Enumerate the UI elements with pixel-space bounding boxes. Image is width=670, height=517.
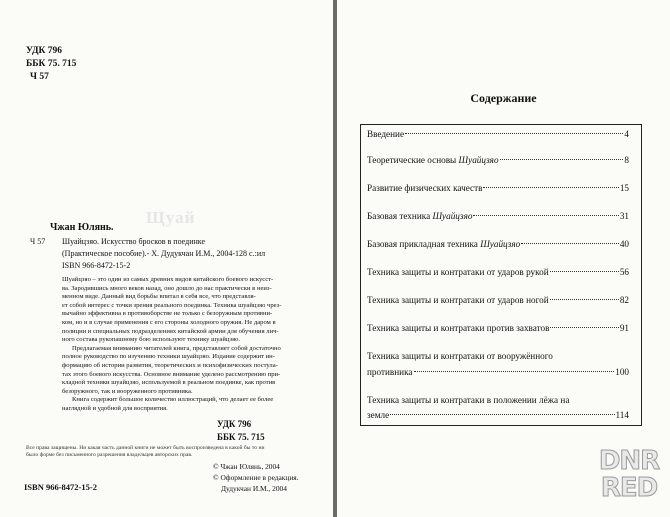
toc-page-number: 56 <box>619 267 629 277</box>
abstract-line: полное руководство по изучению техники шуайцзяо. Издание содержит ин- <box>62 353 275 361</box>
toc-entry <box>367 237 629 251</box>
toc-page-number: 4 <box>624 129 629 139</box>
copyright-design: © Оформление в редакция. <box>213 473 299 482</box>
toc-entry <box>367 321 629 335</box>
abstract-line: тах этого боевого искусства. Основное внимание уделено рассмотрению при- <box>62 370 281 378</box>
toc-entry-label-cont: земле <box>367 410 390 420</box>
bbk-code: ББК 75. 715 <box>26 59 77 69</box>
author-code: Ч 57 <box>30 72 49 82</box>
toc-leader <box>521 243 619 244</box>
left-page <box>0 0 333 517</box>
toc-entry <box>367 265 629 279</box>
toc-entry-label: Введение <box>367 129 405 139</box>
toc-page-number: 31 <box>619 211 629 221</box>
toc-entry-label: Техника защиты и контратаки от вооружённого <box>367 351 553 361</box>
toc-page-number: 100 <box>615 367 629 377</box>
toc-entry-label: Техника защиты и контратаки от ударов ногой <box>367 295 549 305</box>
toc-entry <box>367 153 629 167</box>
toc-entry-label: Развитие физических качеств <box>367 183 483 193</box>
toc-page-number: 91 <box>619 323 629 333</box>
toc-leader <box>414 371 615 372</box>
toc-leader <box>550 299 619 300</box>
toc-entry-label: Техника защиты и контратаки от ударов рукой <box>367 267 549 277</box>
abstract-line: наглядной и удобной для восприятия. <box>62 404 168 412</box>
rights-line: Все права защищены. Ни какая часть данной книги не может быть воспроизведена в какой бы то ни <box>26 445 265 451</box>
bib-title: Шуайцзяо. Искусство бросков в поединке <box>62 237 205 246</box>
copyright-author: © Чжан Юлянь, 2004 <box>213 462 280 471</box>
toc-leader <box>550 271 619 272</box>
abstract-line: ет собой интерес с точки зрения реального поединка. Техника шуайцзяо чрез- <box>62 301 282 309</box>
toc-entry <box>367 365 629 379</box>
toc-leader <box>550 327 618 328</box>
toc-title: Содержание <box>470 91 537 105</box>
toc-page-number: 114 <box>615 410 629 420</box>
abstract-line: безоружного, так и вооруженного противника. <box>62 387 193 395</box>
toc-leader <box>500 159 624 160</box>
toc-entry <box>367 181 629 195</box>
bib-publisher: (Практическое пособие).- Х. Дудукчан И.М., 2004-128 с.:ил <box>62 249 266 258</box>
toc-entry-label: Техника защиты и контратаки против захватов <box>367 323 550 333</box>
abstract-line: менном виде. Данный вид борьбы впитал в себя все, что представля- <box>62 293 256 301</box>
toc-entry <box>367 127 629 141</box>
toc-entry <box>367 293 629 307</box>
abstract-line: кладной техники шуайцзяо, используемой в реальном поединке, как против <box>62 379 276 387</box>
bib-isbn: ISBN 966-8472-15-2 <box>62 261 131 270</box>
rights-line: было форме без письменного разрешения владельцев авторских прав. <box>26 452 193 458</box>
toc-page-number: 82 <box>619 295 629 305</box>
author-name: Чжан Юлянь. <box>50 222 114 233</box>
toc-entry-label: Базовая техника Шуайцзяо <box>367 211 473 221</box>
catalog-code: Ч 57 <box>30 237 46 246</box>
toc-leader <box>405 133 623 134</box>
toc-entry-label-cont: противника <box>367 367 413 377</box>
toc-page-number: 40 <box>619 239 629 249</box>
udk-code: УДК 796 <box>26 46 63 56</box>
toc-entry-label: Техника защиты и контратаки в положении лёжа на <box>367 395 570 405</box>
abstract-line: Предлагаемая вниманию читателей книга, представляет собой достаточно <box>72 344 281 352</box>
toc-entry-label: Теоретические основы Шуайцзяо <box>367 155 499 165</box>
abstract-line: Книга содержит большое количество иллюстраций, что делает ее более <box>72 396 274 404</box>
toc-entry-label: Базовая прикладная техника Шуайцзяо <box>367 239 521 249</box>
toc-frame <box>360 124 642 426</box>
toc-leader <box>473 215 618 216</box>
toc-page-number: 8 <box>624 155 629 165</box>
abstract-line: Шуайцзяо – это один из самых древних видов китайского боевого искусст- <box>62 276 274 283</box>
copyright-designer: Дудукчан И.М., 2004 <box>221 484 287 493</box>
abstract-line: вычайно эффективна в противоборстве не только с безоружным противни- <box>62 310 273 318</box>
abstract-line: ком, но и в случае применения с его стороны холодного оружия. Не даром в <box>62 318 276 326</box>
abstract-line: полиции и специальных подразделениях китайской армии для обучения лич- <box>62 327 279 335</box>
abstract-line: ного состава рукопашному бою используют технику шуайцзяо. <box>62 336 241 344</box>
abstract-line: формацию об истории развития, теоретических и психофизических постула- <box>62 361 278 369</box>
toc-entry <box>367 408 629 422</box>
rights-notice <box>26 445 316 459</box>
bbk-code-repeat: ББК 75. 715 <box>217 432 265 442</box>
toc-leader <box>483 187 618 188</box>
bleed-through-text: Щуай <box>146 208 196 227</box>
abstract <box>62 276 324 414</box>
toc-entry <box>367 209 629 223</box>
isbn-bottom: ISBN 966-8472-15-2 <box>24 482 97 492</box>
site-watermark: DNR RED <box>598 446 660 503</box>
abstract-line: ва. Зародившись много веков назад, оно дошло до нас практически в неиз- <box>62 284 272 292</box>
toc-page-number: 15 <box>619 183 629 193</box>
right-page <box>337 0 670 517</box>
toc-leader <box>390 414 614 415</box>
udk-code-repeat: УДК 796 <box>217 419 252 429</box>
